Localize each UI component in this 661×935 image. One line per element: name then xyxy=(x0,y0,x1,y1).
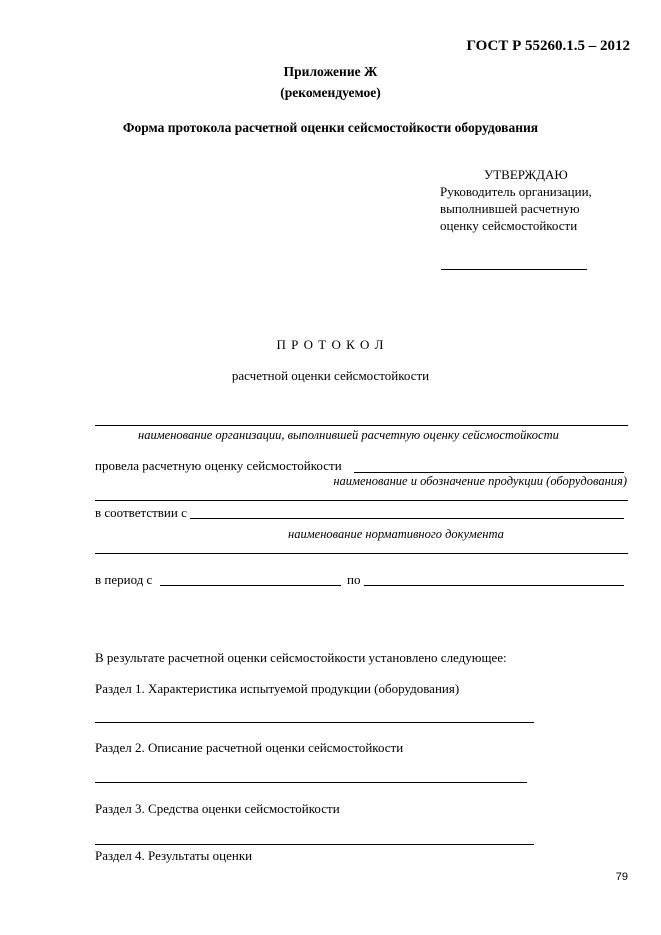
period-from-label: в период с xyxy=(95,572,153,587)
product-field-line[interactable] xyxy=(354,472,624,473)
accordance-label: в соответствии с xyxy=(95,505,187,520)
normative-document-field-line-2[interactable] xyxy=(95,553,628,554)
form-title: Форма протокола расчетной оценки сейсмостойкости оборудования xyxy=(122,120,539,135)
approval-line-3: оценку сейсмостойкости xyxy=(440,218,578,233)
protocol-title: П Р О Т О К О Л xyxy=(276,337,385,352)
results-intro: В результате расчетной оценки сейсмостойкости установлено следующее: xyxy=(95,650,507,665)
period-to-field-line[interactable] xyxy=(364,585,624,586)
appendix-title: Приложение Ж xyxy=(283,64,378,79)
section-2-field-line[interactable] xyxy=(95,782,527,783)
organization-caption: наименование организации, выполнившей расчетную оценку сейсмостойкости xyxy=(138,428,559,442)
approval-heading: УТВЕРЖДАЮ xyxy=(484,167,568,182)
section-3-title: Раздел 3. Средства оценки сейсмостойкости xyxy=(95,801,340,816)
normative-document-field-line[interactable] xyxy=(190,518,624,519)
period-to-label: по xyxy=(347,572,361,587)
product-caption: наименование и обозначение продукции (оборудования) xyxy=(333,474,627,488)
organization-field-line[interactable] xyxy=(95,425,628,426)
performed-label: провела расчетную оценку сейсмостойкости xyxy=(95,458,342,473)
product-field-line-2[interactable] xyxy=(95,500,628,501)
page-number: 79 xyxy=(615,871,628,883)
normative-document-caption: наименование нормативного документа xyxy=(288,527,504,541)
appendix-note: (рекомендуемое) xyxy=(280,85,381,100)
approval-signature-line[interactable] xyxy=(441,269,587,270)
section-1-title: Раздел 1. Характеристика испытуемой продукции (оборудования) xyxy=(95,681,460,696)
section-4-title: Раздел 4. Результаты оценки xyxy=(95,848,253,863)
section-3-field-line[interactable] xyxy=(95,844,534,845)
section-2-title: Раздел 2. Описание расчетной оценки сейсмостойкости xyxy=(95,740,404,755)
protocol-subtitle: расчетной оценки сейсмостойкости xyxy=(231,368,430,383)
approval-line-1: Руководитель организации, xyxy=(440,184,592,199)
period-from-field-line[interactable] xyxy=(160,585,341,586)
standard-number: ГОСТ Р 55260.1.5 – 2012 xyxy=(466,38,630,54)
section-1-field-line[interactable] xyxy=(95,722,534,723)
approval-line-2: выполнившей расчетную xyxy=(440,201,580,216)
